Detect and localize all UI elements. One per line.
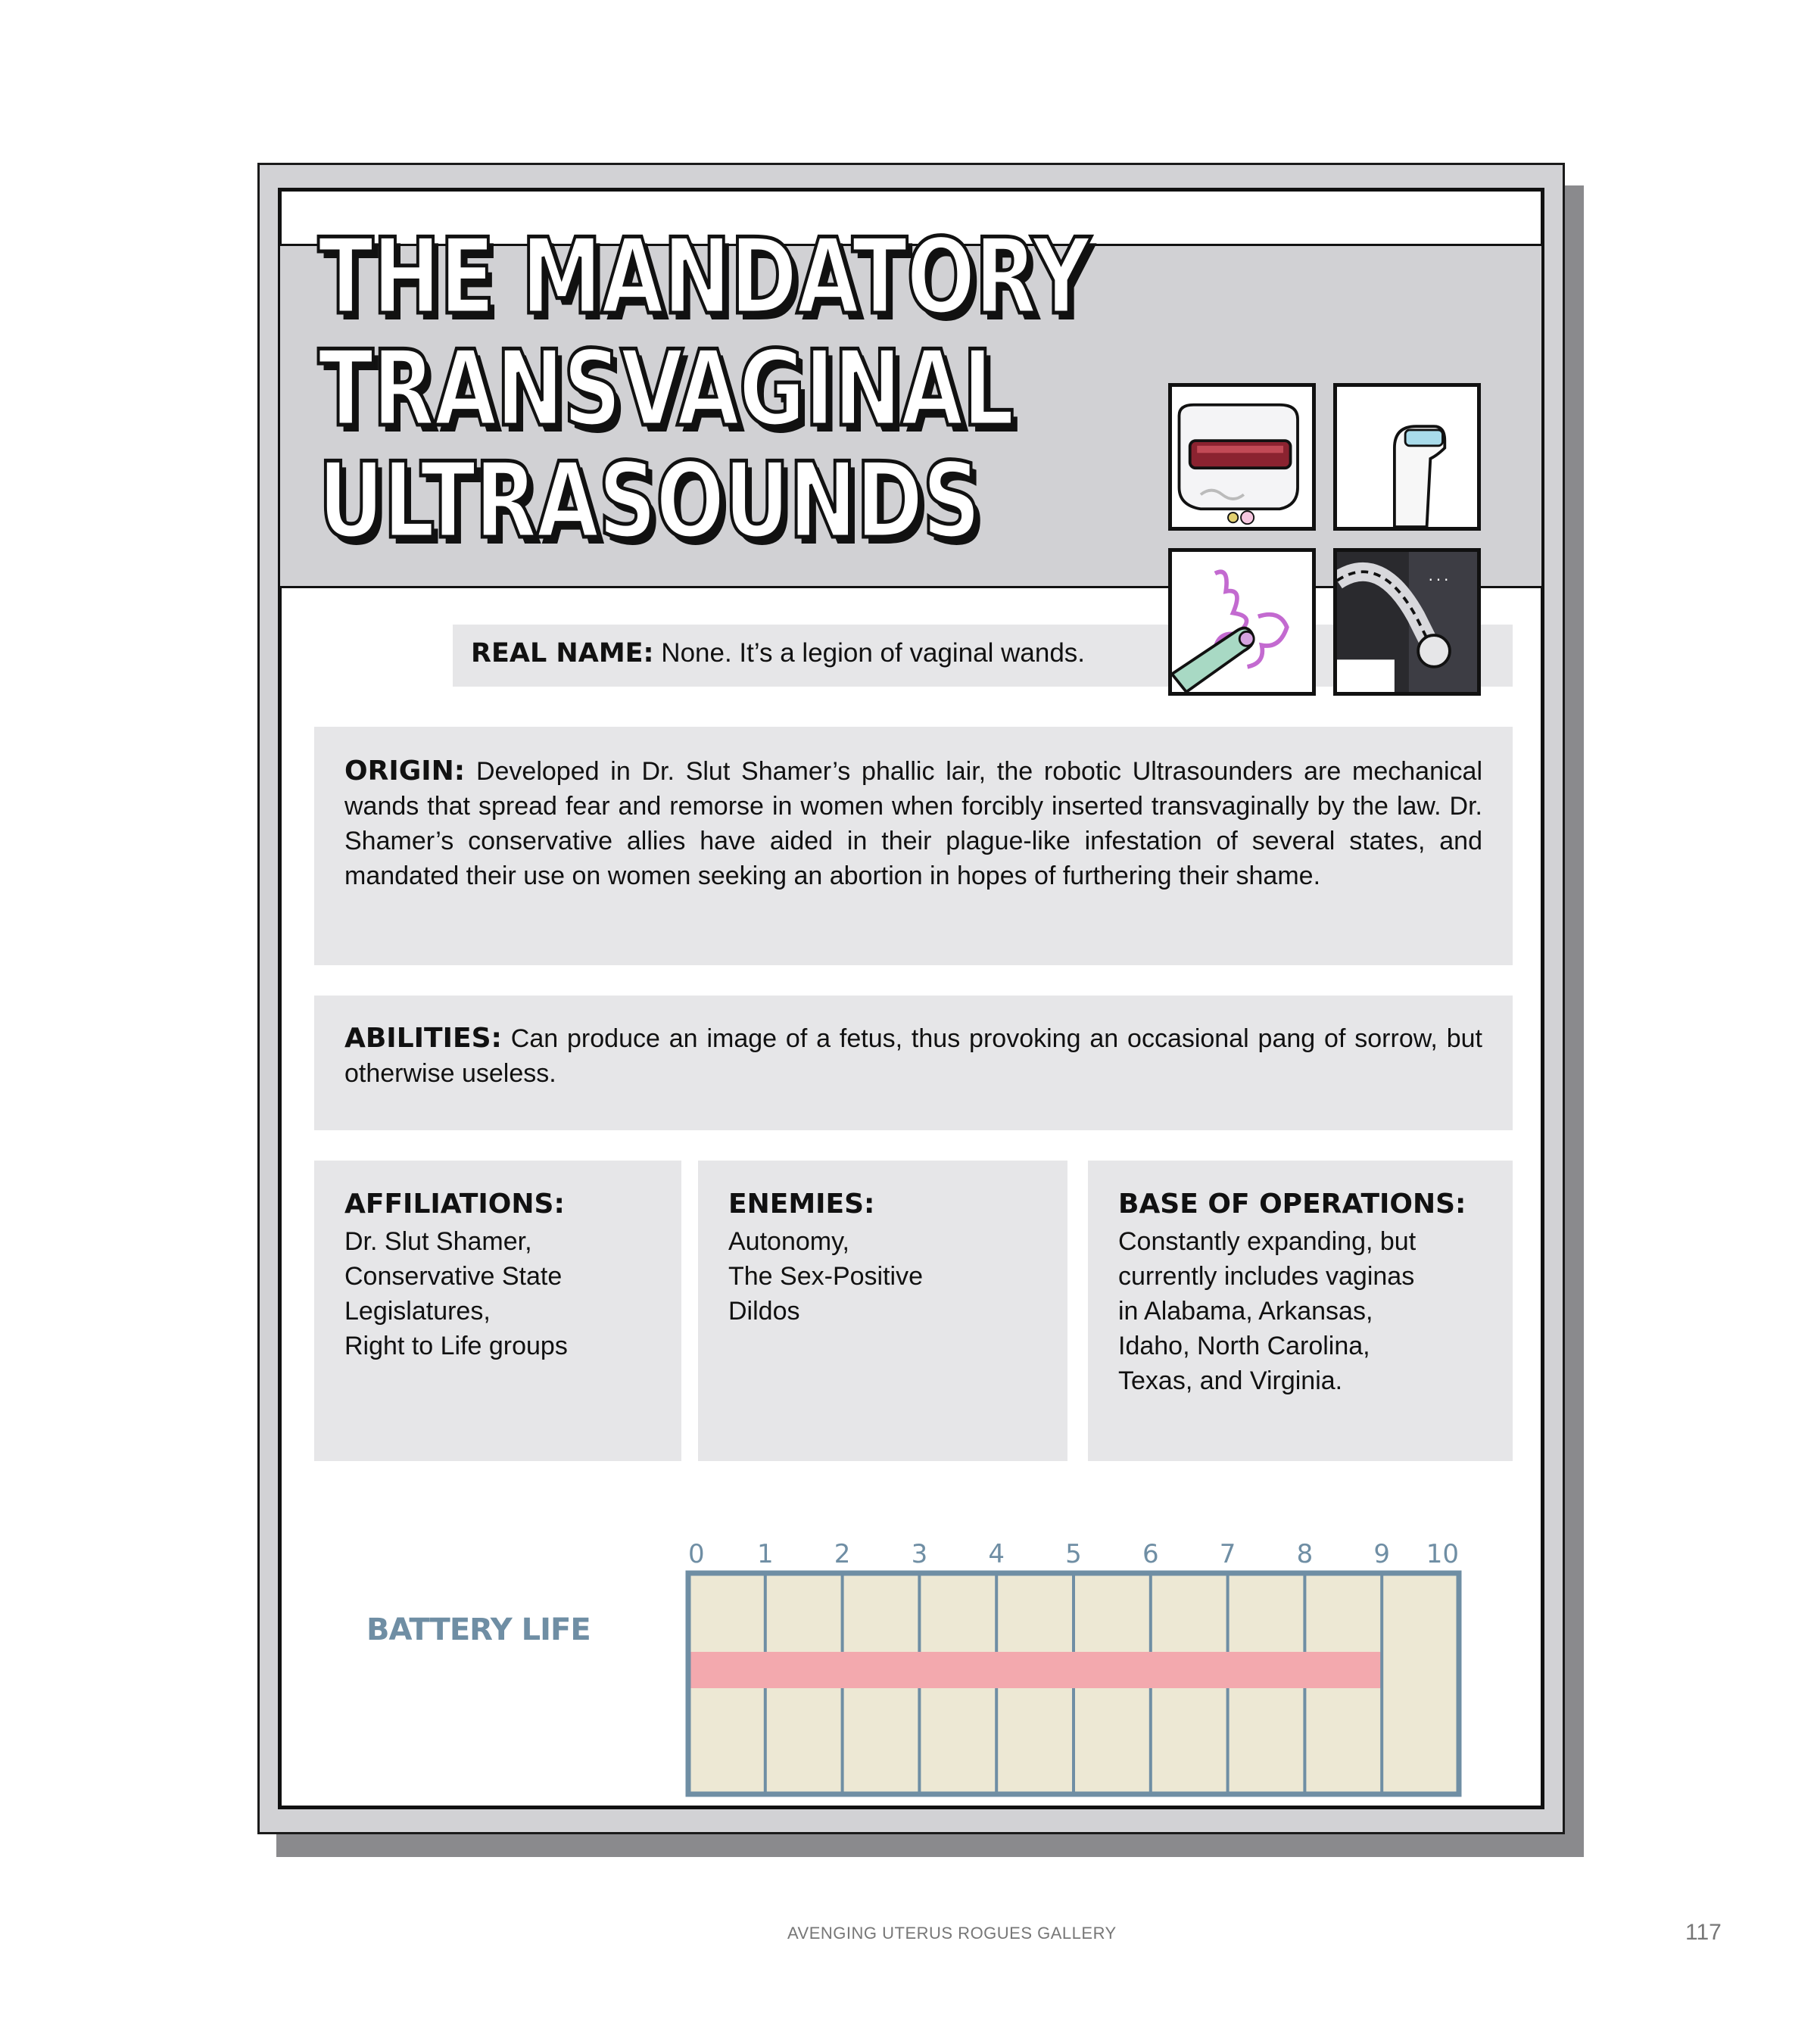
- base-of-operations-box: [1088, 1161, 1513, 1461]
- enemies-box: [698, 1161, 1067, 1461]
- enemies-label: ENEMIES:: [728, 1189, 875, 1220]
- battery-meter: [685, 1529, 1465, 1802]
- base-item: Constantly expanding, but: [1118, 1227, 1417, 1256]
- meter-tick-label: 5: [1065, 1539, 1082, 1569]
- meter-tick-label: 4: [988, 1539, 1005, 1569]
- meter-tick-label: 3: [911, 1539, 928, 1569]
- page-title: [318, 216, 1089, 562]
- comic-thumbnails: [1168, 383, 1485, 701]
- real-name-label: REAL NAME:: [471, 638, 654, 668]
- meter-tick-label: 8: [1296, 1539, 1314, 1569]
- real-name-value: None. It’s a legion of vaginal wands.: [661, 638, 1086, 668]
- abilities-text: Can produce an image of a fetus, thus provoking an occasional pang of sorrow, but otherwise useless.: [344, 1024, 1482, 1088]
- title-line-2: TRANSVAGINAL: [318, 328, 1014, 450]
- meter-tick-label: 1: [756, 1539, 774, 1569]
- affiliation-item: Dr. Slut Shamer,: [344, 1227, 532, 1256]
- meter-tick-label: 2: [834, 1539, 851, 1569]
- origin-paragraph: [344, 754, 1482, 893]
- battery-meter-svg: [685, 1529, 1465, 1802]
- origin-text: Developed in Dr. Slut Shamer’s phallic lair, the robotic Ultrasounders are mechanical wands that spread fear and remorse in women when forcibly inserted transvaginally by the law. Dr. Shamer’s conservative allies have aided in their plague-like infestation of several states, and mandated their use on women seeking an abortion in hopes of furthering their shame.: [344, 757, 1482, 890]
- meter-tick-label: 7: [1219, 1539, 1236, 1569]
- title-line-3: ULTRASOUNDS: [318, 440, 980, 562]
- origin-box: [314, 727, 1513, 965]
- enemy-item: Dildos: [728, 1297, 800, 1326]
- meter-tick-label: 0: [688, 1539, 705, 1569]
- base-label: BASE OF OPERATIONS:: [1118, 1189, 1466, 1220]
- battery-life-label: BATTERY LIFE: [366, 1612, 591, 1647]
- page-number: 117: [1685, 1920, 1722, 1945]
- abilities-label: ABILITIES:: [344, 1023, 502, 1054]
- origin-label: ORIGIN:: [344, 756, 466, 787]
- battery-level-bar: [688, 1652, 1382, 1688]
- base-item: in Alabama, Arkansas,: [1118, 1297, 1373, 1326]
- meter-tick-label: 9: [1373, 1539, 1391, 1569]
- abilities-paragraph: [344, 1021, 1482, 1091]
- enemy-item: The Sex-Positive: [728, 1262, 923, 1291]
- mechanical-arm-panel: [1333, 548, 1481, 696]
- affiliation-item: Conservative State: [344, 1262, 563, 1291]
- affiliation-item: Legislatures,: [344, 1297, 491, 1326]
- base-item: Idaho, North Carolina,: [1118, 1332, 1370, 1360]
- title-line-1: THE MANDATORY: [318, 216, 1089, 338]
- wand-tip-panel: [1333, 383, 1481, 531]
- base-item: currently includes vaginas: [1118, 1262, 1415, 1291]
- affiliations-box: [314, 1161, 681, 1461]
- meter-tick-label: 6: [1142, 1539, 1159, 1569]
- enemy-item: Autonomy,: [728, 1227, 850, 1256]
- footer-title: AVENGING UTERUS ROGUES GALLERY: [787, 1924, 1117, 1943]
- meter-tick-label: 10: [1426, 1539, 1459, 1569]
- abilities-box: [314, 996, 1513, 1130]
- wand-smoke-panel: [1168, 548, 1316, 696]
- affiliations-label: AFFILIATIONS:: [344, 1189, 565, 1220]
- base-item: Texas, and Virginia.: [1118, 1366, 1343, 1395]
- affiliation-item: Right to Life groups: [344, 1332, 568, 1360]
- robot-visor-panel: [1168, 383, 1316, 531]
- svg-text:...: ...: [1426, 569, 1451, 584]
